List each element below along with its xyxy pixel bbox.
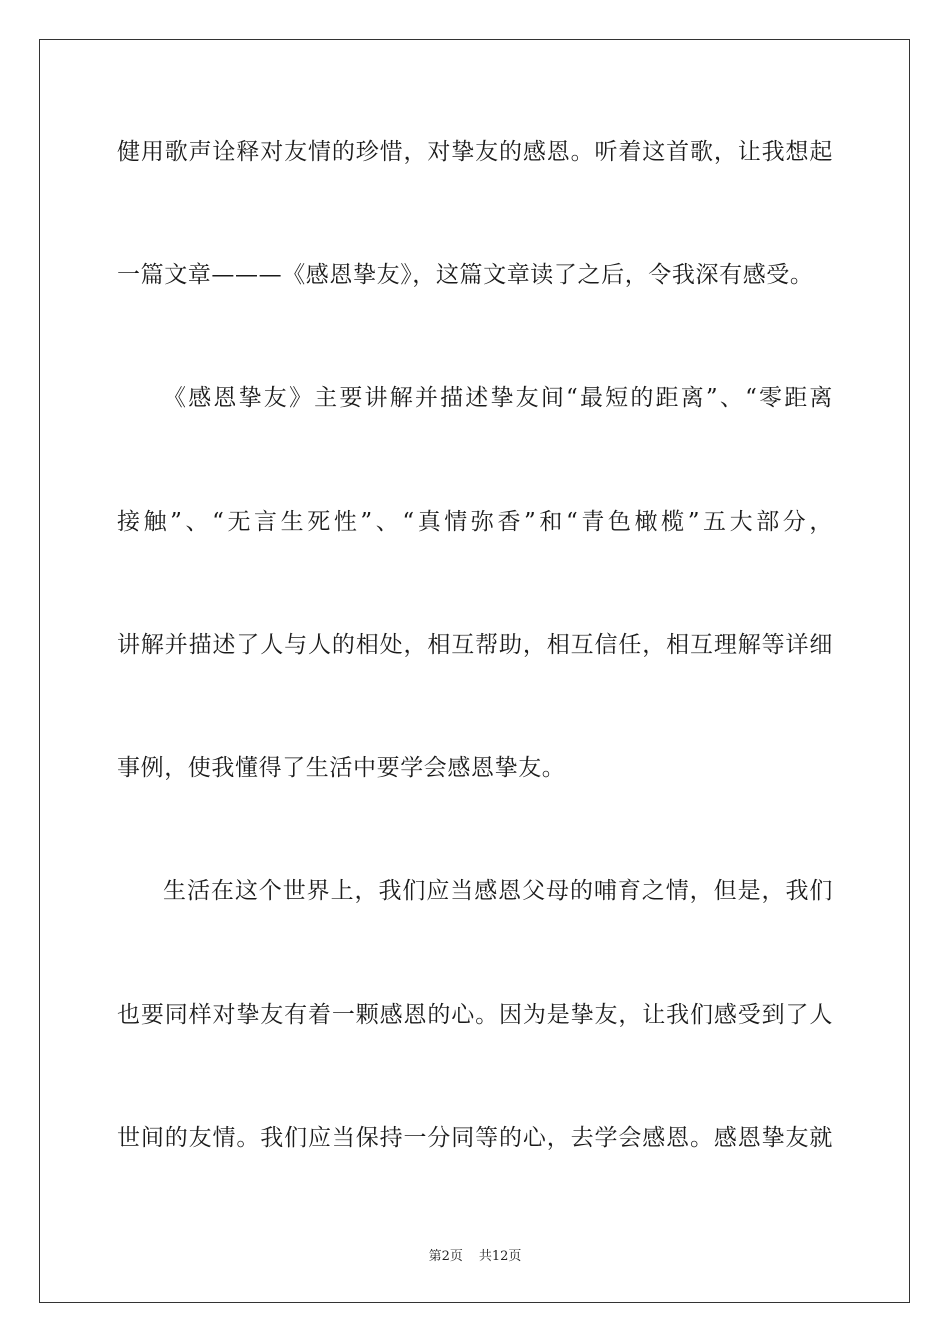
page-footer — [0, 1249, 950, 1265]
paragraph-line: 世间的友情。我们应当保持一分同等的心，去学会感恩。感恩挚友就 — [117, 1125, 833, 1151]
paragraph-line: 一篇文章———《感恩挚友》，这篇文章读了之后，令我深有感受。 — [117, 262, 814, 288]
paragraph-line: 也要同样对挚友有着一颗感恩的心。因为是挚友，让我们感受到了人 — [117, 1002, 833, 1028]
page-number: 第2页 — [428, 1249, 463, 1264]
paragraph-line: 讲解并描述了人与人的相处，相互帮助，相互信任，相互理解等详细 — [117, 632, 833, 658]
paragraph-line: 事例，使我懂得了生活中要学会感恩挚友。 — [117, 755, 566, 781]
paragraph-line: 健用歌声诠释对友情的珍惜，对挚友的感恩。听着这首歌，让我想起 — [117, 139, 833, 165]
paragraph-line: 生活在这个世界上，我们应当感恩父母的哺育之情，但是，我们 — [163, 878, 833, 904]
page-border — [39, 39, 910, 1303]
page-total: 共12页 — [478, 1249, 522, 1264]
paragraph-line: 《感恩挚友》主要讲解并描述挚友间“最短的距离”、“零距离 — [163, 385, 833, 411]
paragraph-line: 接触”、“无言生死性”、“真情弥香”和“青色橄榄”五大部分， — [117, 509, 833, 535]
